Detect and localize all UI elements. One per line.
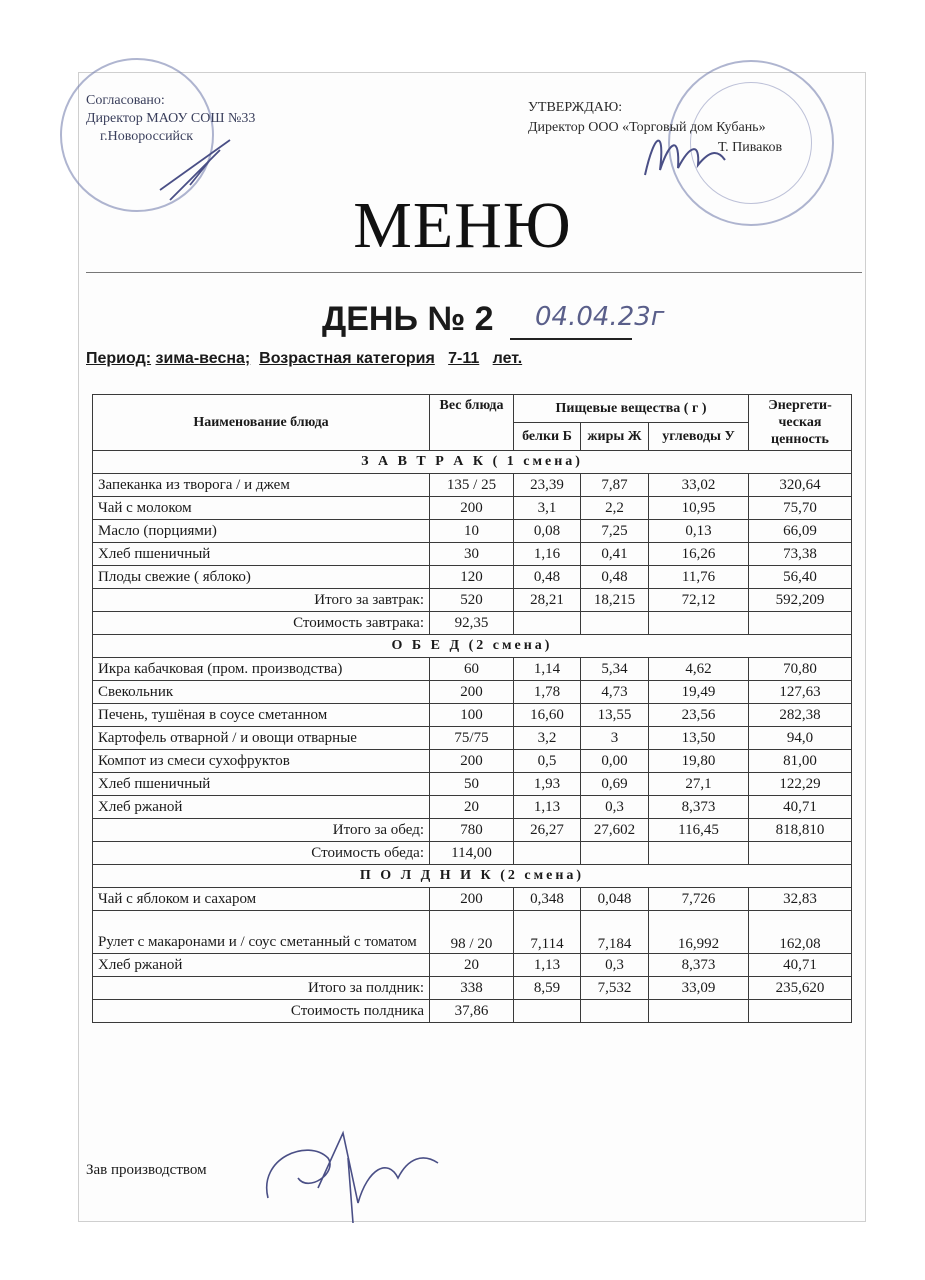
- cell-fat: 7,25: [581, 520, 649, 543]
- cell-energy: 320,64: [749, 474, 852, 497]
- cell-protein: 23,39: [514, 474, 581, 497]
- cell-name: Рулет с макаронами и / соус сметанный с томатом: [93, 911, 430, 954]
- cell-name: Икра кабачковая (пром. производства): [93, 658, 430, 681]
- cell-energy: 282,38: [749, 704, 852, 727]
- cell-energy: 70,80: [749, 658, 852, 681]
- approval-right-line3: Т. Пиваков: [718, 140, 783, 155]
- cell-energy: 94,0: [749, 727, 852, 750]
- approval-left-line3: г.Новороссийск: [100, 129, 194, 144]
- total-energy: 592,209: [749, 589, 852, 612]
- cell-protein: 7,114: [514, 911, 581, 954]
- cell-name: Свекольник: [93, 681, 430, 704]
- total-energy: 818,810: [749, 819, 852, 842]
- cell-weight: 10: [430, 520, 514, 543]
- cell-protein: 0,348: [514, 888, 581, 911]
- total-label: Итого за обед:: [93, 819, 430, 842]
- cell-carbs: 7,726: [649, 888, 749, 911]
- total-row: [93, 589, 852, 612]
- cell-name: Чай с молоком: [93, 497, 430, 520]
- cell-energy: 75,70: [749, 497, 852, 520]
- cell-energy: 56,40: [749, 566, 852, 589]
- header-carbs: углеводы У: [649, 423, 749, 451]
- empty-cell: [581, 842, 649, 865]
- cell-name: Чай с яблоком и сахаром: [93, 888, 430, 911]
- section-title: П О Л Д Н И К (2 смена): [93, 865, 852, 888]
- cell-name: Плоды свежие ( яблоко): [93, 566, 430, 589]
- total-carbs: 33,09: [649, 977, 749, 1000]
- cell-carbs: 16,992: [649, 911, 749, 954]
- cell-carbs: 27,1: [649, 773, 749, 796]
- empty-cell: [649, 612, 749, 635]
- cell-energy: 32,83: [749, 888, 852, 911]
- cell-fat: 0,3: [581, 954, 649, 977]
- cell-energy: 81,00: [749, 750, 852, 773]
- menu-table: [92, 394, 852, 1023]
- cell-fat: 0,048: [581, 888, 649, 911]
- total-fat: 27,602: [581, 819, 649, 842]
- cell-energy: 162,08: [749, 911, 852, 954]
- empty-cell: [581, 612, 649, 635]
- cell-protein: 0,48: [514, 566, 581, 589]
- cell-energy: 73,38: [749, 543, 852, 566]
- cell-carbs: 8,373: [649, 796, 749, 819]
- section-title: О Б Е Д (2 смена): [93, 635, 852, 658]
- cell-carbs: 33,02: [649, 474, 749, 497]
- table-row: [93, 658, 852, 681]
- header-name: Наименование блюда: [93, 395, 430, 451]
- cell-fat: 0,41: [581, 543, 649, 566]
- empty-cell: [649, 1000, 749, 1023]
- cell-protein: 1,13: [514, 954, 581, 977]
- empty-cell: [514, 842, 581, 865]
- table-row: [93, 566, 852, 589]
- cell-protein: 3,1: [514, 497, 581, 520]
- cell-name: Хлеб пшеничный: [93, 773, 430, 796]
- cell-weight: 98 / 20: [430, 911, 514, 954]
- cost-value: 92,35: [430, 612, 514, 635]
- cell-weight: 120: [430, 566, 514, 589]
- cell-weight: 50: [430, 773, 514, 796]
- cell-carbs: 19,49: [649, 681, 749, 704]
- table-row: [93, 681, 852, 704]
- total-weight: 780: [430, 819, 514, 842]
- cell-carbs: 23,56: [649, 704, 749, 727]
- cell-fat: 2,2: [581, 497, 649, 520]
- signature-right: [640, 120, 730, 190]
- total-carbs: 72,12: [649, 589, 749, 612]
- cell-weight: 135 / 25: [430, 474, 514, 497]
- cell-carbs: 10,95: [649, 497, 749, 520]
- cell-protein: 16,60: [514, 704, 581, 727]
- total-protein: 26,27: [514, 819, 581, 842]
- cell-fat: 7,184: [581, 911, 649, 954]
- cell-fat: 13,55: [581, 704, 649, 727]
- cell-energy: 122,29: [749, 773, 852, 796]
- cell-weight: 200: [430, 888, 514, 911]
- section-title: З А В Т Р А К ( 1 смена): [93, 451, 852, 474]
- cell-carbs: 19,80: [649, 750, 749, 773]
- table-row: [93, 543, 852, 566]
- cell-name: Запеканка из творога / и джем: [93, 474, 430, 497]
- day-title: ДЕНЬ № 2: [322, 300, 494, 338]
- table-row: [93, 911, 852, 954]
- cost-row: [93, 1000, 852, 1023]
- cell-weight: 60: [430, 658, 514, 681]
- period-value: зима-весна;: [155, 350, 251, 367]
- cell-protein: 0,5: [514, 750, 581, 773]
- empty-cell: [514, 612, 581, 635]
- approval-left-line2: Директор МАОУ СОШ №33: [86, 111, 256, 126]
- empty-cell: [581, 1000, 649, 1023]
- cell-protein: 3,2: [514, 727, 581, 750]
- total-label: Итого за полдник:: [93, 977, 430, 1000]
- cost-value: 37,86: [430, 1000, 514, 1023]
- header-protein: белки Б: [514, 423, 581, 451]
- empty-cell: [514, 1000, 581, 1023]
- cell-carbs: 11,76: [649, 566, 749, 589]
- age-value: 7-11: [448, 350, 480, 367]
- header-fat: жиры Ж: [581, 423, 649, 451]
- cell-carbs: 13,50: [649, 727, 749, 750]
- title-divider: [86, 272, 862, 273]
- cell-name: Печень, тушёная в соусе сметанном: [93, 704, 430, 727]
- cost-row: [93, 842, 852, 865]
- cell-name: Хлеб ржаной: [93, 954, 430, 977]
- footer-signature-line: [86, 1162, 207, 1179]
- table-row: [93, 497, 852, 520]
- cell-fat: 0,48: [581, 566, 649, 589]
- total-protein: 28,21: [514, 589, 581, 612]
- table-row: [93, 520, 852, 543]
- total-row: [93, 977, 852, 1000]
- approval-right-line2: Директор ООО «Торговый дом Кубань»: [528, 120, 766, 135]
- approval-left-line1: Согласовано:: [86, 93, 165, 108]
- table-row: [93, 954, 852, 977]
- cell-weight: 200: [430, 750, 514, 773]
- empty-cell: [749, 1000, 852, 1023]
- footer-label: Зав производством: [86, 1162, 207, 1178]
- total-protein: 8,59: [514, 977, 581, 1000]
- table-row: [93, 474, 852, 497]
- cell-weight: 30: [430, 543, 514, 566]
- cell-name: Компот из смеси сухофруктов: [93, 750, 430, 773]
- total-weight: 520: [430, 589, 514, 612]
- cell-fat: 0,69: [581, 773, 649, 796]
- age-unit: лет.: [492, 350, 523, 367]
- empty-cell: [749, 842, 852, 865]
- period-label: Период:: [86, 350, 152, 367]
- table-row: [93, 888, 852, 911]
- menu-table-body: [93, 451, 852, 1023]
- approval-right-line1: УТВЕРЖДАЮ:: [528, 100, 623, 115]
- cell-weight: 200: [430, 497, 514, 520]
- age-label: Возрастная категория: [259, 350, 435, 367]
- empty-cell: [649, 842, 749, 865]
- cell-carbs: 0,13: [649, 520, 749, 543]
- cell-weight: 200: [430, 681, 514, 704]
- total-fat: 7,532: [581, 977, 649, 1000]
- cell-name: Хлеб ржаной: [93, 796, 430, 819]
- cell-energy: 66,09: [749, 520, 852, 543]
- table-row: [93, 704, 852, 727]
- cost-label: Стоимость полдника: [93, 1000, 430, 1023]
- cell-weight: 75/75: [430, 727, 514, 750]
- cell-fat: 0,00: [581, 750, 649, 773]
- cell-fat: 5,34: [581, 658, 649, 681]
- total-fat: 18,215: [581, 589, 649, 612]
- page-title: МЕНЮ: [353, 189, 572, 262]
- header-weight: Вес блюда: [430, 395, 514, 451]
- cell-fat: 7,87: [581, 474, 649, 497]
- date-underline: [510, 338, 632, 340]
- cell-carbs: 16,26: [649, 543, 749, 566]
- header-energy: Энергети-ческая ценность: [749, 395, 852, 451]
- cost-value: 114,00: [430, 842, 514, 865]
- period-line: [86, 350, 522, 368]
- cell-carbs: 8,373: [649, 954, 749, 977]
- cell-protein: 1,16: [514, 543, 581, 566]
- empty-cell: [749, 612, 852, 635]
- cell-protein: 0,08: [514, 520, 581, 543]
- cell-name: Масло (порциями): [93, 520, 430, 543]
- cell-fat: 4,73: [581, 681, 649, 704]
- cell-weight: 20: [430, 796, 514, 819]
- table-row: [93, 773, 852, 796]
- cost-row: [93, 612, 852, 635]
- cell-weight: 100: [430, 704, 514, 727]
- table-row: [93, 796, 852, 819]
- cell-carbs: 4,62: [649, 658, 749, 681]
- cell-protein: 1,78: [514, 681, 581, 704]
- cell-protein: 1,93: [514, 773, 581, 796]
- total-carbs: 116,45: [649, 819, 749, 842]
- table-row: [93, 750, 852, 773]
- cell-fat: 3: [581, 727, 649, 750]
- total-energy: 235,620: [749, 977, 852, 1000]
- signature-footer: [248, 1118, 448, 1228]
- total-weight: 338: [430, 977, 514, 1000]
- cost-label: Стоимость обеда:: [93, 842, 430, 865]
- cell-name: Хлеб пшеничный: [93, 543, 430, 566]
- cell-weight: 20: [430, 954, 514, 977]
- cell-energy: 40,71: [749, 796, 852, 819]
- cell-energy: 127,63: [749, 681, 852, 704]
- handwritten-date: 04.04.23г: [535, 302, 665, 332]
- cost-label: Стоимость завтрака:: [93, 612, 430, 635]
- total-label: Итого за завтрак:: [93, 589, 430, 612]
- cell-fat: 0,3: [581, 796, 649, 819]
- table-row: [93, 727, 852, 750]
- header-nutrients: Пищевые вещества ( г ): [514, 395, 749, 423]
- cell-protein: 1,14: [514, 658, 581, 681]
- cell-protein: 1,13: [514, 796, 581, 819]
- cell-name: Картофель отварной / и овощи отварные: [93, 727, 430, 750]
- cell-energy: 40,71: [749, 954, 852, 977]
- total-row: [93, 819, 852, 842]
